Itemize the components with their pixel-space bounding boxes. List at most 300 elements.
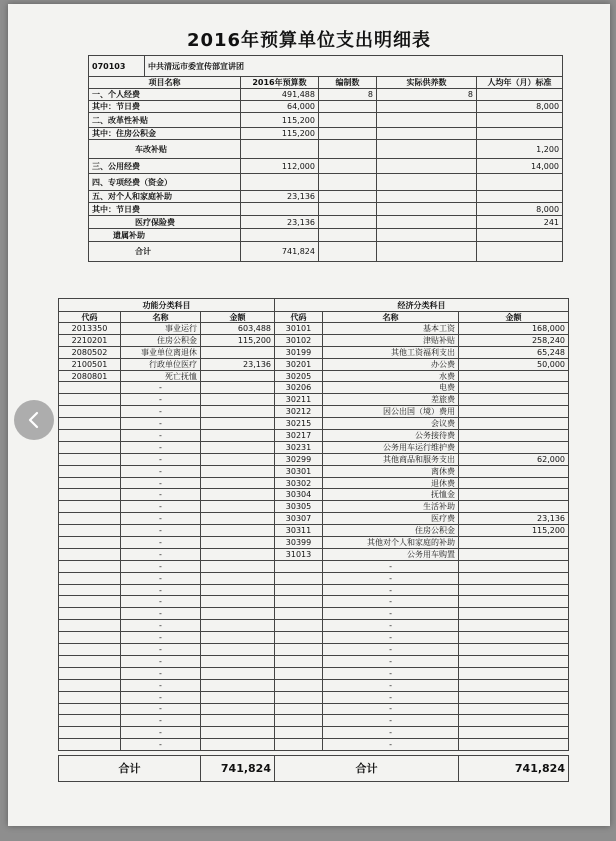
- economic-name: 电费: [323, 382, 459, 394]
- functional-amount: [201, 608, 275, 620]
- detail-row: [59, 430, 569, 442]
- economic-code: 30299: [275, 453, 323, 465]
- total-row: [59, 756, 569, 782]
- economic-amount: [459, 382, 569, 394]
- summary-staff: 8: [319, 89, 377, 101]
- summary-row: [89, 203, 563, 216]
- economic-name: -: [323, 644, 459, 656]
- economic-name: -: [323, 584, 459, 596]
- economic-amount: [459, 691, 569, 703]
- summary-staff: [319, 140, 377, 159]
- functional-name: 行政单位医疗: [121, 358, 201, 370]
- summary-staff: [319, 174, 377, 191]
- functional-amount: [201, 477, 275, 489]
- economic-amount: [459, 596, 569, 608]
- economic-code: 31013: [275, 548, 323, 560]
- detail-row: [59, 655, 569, 667]
- summary-budget: 23,136: [241, 191, 319, 203]
- economic-name: 差旅费: [323, 394, 459, 406]
- economic-amount: [459, 501, 569, 513]
- functional-amount: [201, 739, 275, 751]
- economic-amount: [459, 477, 569, 489]
- summary-row: [89, 101, 563, 113]
- economic-name: -: [323, 655, 459, 667]
- economic-code: [275, 679, 323, 691]
- functional-code: [59, 441, 121, 453]
- functional-name: -: [121, 679, 201, 691]
- summary-actual: [377, 174, 477, 191]
- detail-row: [59, 418, 569, 430]
- summary-standard: [477, 89, 563, 101]
- economic-amount: 50,000: [459, 358, 569, 370]
- functional-code: [59, 703, 121, 715]
- economic-code: 30205: [275, 370, 323, 382]
- functional-code: [59, 727, 121, 739]
- functional-code: [59, 584, 121, 596]
- economic-code: [275, 715, 323, 727]
- functional-name: 事业单位离退休: [121, 346, 201, 358]
- functional-code: 2080502: [59, 346, 121, 358]
- summary-item-name: 其中：节日费: [89, 203, 241, 216]
- detail-row: [59, 548, 569, 560]
- economic-amount: [459, 548, 569, 560]
- economic-name: 办公费: [323, 358, 459, 370]
- economic-code: [275, 691, 323, 703]
- summary-standard: [477, 113, 563, 128]
- summary-item-name: 遗属补助: [89, 229, 241, 242]
- summary-budget: [241, 140, 319, 159]
- summary-staff: [319, 159, 377, 174]
- functional-name: -: [121, 525, 201, 537]
- economic-code: 30311: [275, 525, 323, 537]
- detail-row: [59, 596, 569, 608]
- functional-amount: [201, 715, 275, 727]
- detail-row: [59, 394, 569, 406]
- economic-amount: 65,248: [459, 346, 569, 358]
- functional-amount: [201, 596, 275, 608]
- summary-standard: [477, 229, 563, 242]
- functional-code: [59, 489, 121, 501]
- economic-code: [275, 584, 323, 596]
- summary-row: [89, 191, 563, 203]
- functional-code: [59, 418, 121, 430]
- economic-code: 30217: [275, 430, 323, 442]
- detail-row: [59, 358, 569, 370]
- summary-actual: [377, 203, 477, 216]
- economic-code: [275, 727, 323, 739]
- total-label-right: 合计: [275, 756, 459, 782]
- detail-row: [59, 346, 569, 358]
- functional-amount: [201, 370, 275, 382]
- summary-standard: [477, 128, 563, 140]
- summary-item-name: 五、对个人和家庭补助: [89, 191, 241, 203]
- economic-amount: [459, 715, 569, 727]
- functional-amount: [201, 406, 275, 418]
- detail-row: [59, 334, 569, 346]
- functional-amount: [201, 430, 275, 442]
- economic-name: -: [323, 560, 459, 572]
- detail-row: [59, 632, 569, 644]
- functional-name: 死亡抚恤: [121, 370, 201, 382]
- summary-staff: [319, 242, 377, 262]
- economic-code: 30302: [275, 477, 323, 489]
- summary-budget: [241, 229, 319, 242]
- functional-name: -: [121, 655, 201, 667]
- summary-standard: 241: [477, 216, 563, 229]
- summary-actual: [377, 128, 477, 140]
- detail-row: [59, 739, 569, 751]
- economic-amount: [459, 655, 569, 667]
- summary-staff: [319, 191, 377, 203]
- functional-name: -: [121, 715, 201, 727]
- economic-name: 住房公积金: [323, 525, 459, 537]
- summary-row: [89, 174, 563, 191]
- economic-amount: 168,000: [459, 323, 569, 335]
- economic-code: [275, 739, 323, 751]
- summary-budget: [241, 203, 319, 216]
- detail-row: [59, 572, 569, 584]
- economic-amount: [459, 739, 569, 751]
- functional-amount: [201, 560, 275, 572]
- economic-code: 30305: [275, 501, 323, 513]
- detail-row: [59, 620, 569, 632]
- economic-code: 30304: [275, 489, 323, 501]
- functional-name: -: [121, 441, 201, 453]
- functional-code: 2100501: [59, 358, 121, 370]
- detail-row: [59, 667, 569, 679]
- detail-row: [59, 679, 569, 691]
- economic-amount: [459, 584, 569, 596]
- summary-staff: [319, 229, 377, 242]
- detail-row: [59, 525, 569, 537]
- unit-code: 070103: [89, 56, 145, 77]
- economic-amount: [459, 644, 569, 656]
- functional-code: [59, 620, 121, 632]
- economic-amount: [459, 560, 569, 572]
- economic-amount: [459, 394, 569, 406]
- chevron-left-icon: [27, 411, 41, 429]
- summary-actual: [377, 229, 477, 242]
- summary-standard: 1,200: [477, 140, 563, 159]
- functional-amount: [201, 525, 275, 537]
- economic-code: 30201: [275, 358, 323, 370]
- economic-amount: [459, 537, 569, 549]
- economic-code: 30206: [275, 382, 323, 394]
- economic-name: 公务接待费: [323, 430, 459, 442]
- functional-name: -: [121, 560, 201, 572]
- functional-amount: 115,200: [201, 334, 275, 346]
- summary-item-name: 四、专项经费（资金）: [89, 174, 241, 191]
- detail-row: [59, 644, 569, 656]
- functional-amount: [201, 453, 275, 465]
- economic-title: 经济分类科目: [275, 299, 569, 312]
- functional-name: -: [121, 406, 201, 418]
- economic-amount: 62,000: [459, 453, 569, 465]
- summary-item-name: 医疗保险费: [89, 216, 241, 229]
- functional-code: [59, 537, 121, 549]
- economic-name: -: [323, 596, 459, 608]
- functional-code: [59, 560, 121, 572]
- prev-page-button[interactable]: [14, 400, 54, 440]
- functional-code: [59, 525, 121, 537]
- functional-amount: [201, 489, 275, 501]
- economic-amount: [459, 632, 569, 644]
- economic-code: [275, 608, 323, 620]
- economic-name: 津贴补贴: [323, 334, 459, 346]
- summary-row: [89, 216, 563, 229]
- economic-name: 公务用车运行维护费: [323, 441, 459, 453]
- economic-name: -: [323, 620, 459, 632]
- summary-standard: 8,000: [477, 203, 563, 216]
- functional-code: [59, 679, 121, 691]
- functional-amount: [201, 691, 275, 703]
- detail-row: [59, 441, 569, 453]
- detail-header: 金额: [459, 312, 569, 323]
- summary-header-row: [89, 77, 563, 89]
- economic-name: -: [323, 703, 459, 715]
- functional-code: 2080801: [59, 370, 121, 382]
- functional-name: -: [121, 548, 201, 560]
- summary-item-name: 车改补贴: [89, 140, 241, 159]
- unit-row: [89, 56, 563, 77]
- economic-amount: [459, 489, 569, 501]
- detail-row: [59, 691, 569, 703]
- detail-row: [59, 453, 569, 465]
- detail-row: [59, 406, 569, 418]
- functional-name: -: [121, 430, 201, 442]
- economic-code: [275, 703, 323, 715]
- functional-name: -: [121, 596, 201, 608]
- summary-budget: 115,200: [241, 128, 319, 140]
- detail-row: [59, 537, 569, 549]
- economic-name: 医疗费: [323, 513, 459, 525]
- functional-amount: [201, 548, 275, 560]
- summary-staff: [319, 128, 377, 140]
- functional-amount: [201, 382, 275, 394]
- economic-amount: [459, 430, 569, 442]
- economic-name: -: [323, 679, 459, 691]
- detail-section-row: [59, 299, 569, 312]
- functional-amount: [201, 679, 275, 691]
- functional-code: [59, 501, 121, 513]
- summary-standard: [477, 242, 563, 262]
- detail-header: 名称: [323, 312, 459, 323]
- summary-actual: [377, 242, 477, 262]
- functional-name: -: [121, 501, 201, 513]
- functional-name: -: [121, 489, 201, 501]
- functional-code: [59, 548, 121, 560]
- functional-amount: [201, 441, 275, 453]
- functional-code: 2210201: [59, 334, 121, 346]
- functional-name: -: [121, 584, 201, 596]
- functional-amount: [201, 501, 275, 513]
- economic-amount: [459, 679, 569, 691]
- detail-row: [59, 370, 569, 382]
- summary-row: [89, 89, 563, 101]
- economic-amount: [459, 370, 569, 382]
- summary-header: 项目名称: [89, 77, 241, 89]
- detail-header: 代码: [275, 312, 323, 323]
- functional-code: [59, 477, 121, 489]
- economic-code: [275, 620, 323, 632]
- detail-row: [59, 715, 569, 727]
- economic-name: 公务用车购置: [323, 548, 459, 560]
- functional-name: -: [121, 608, 201, 620]
- functional-name: -: [121, 572, 201, 584]
- document-page: [8, 4, 610, 826]
- functional-name: -: [121, 644, 201, 656]
- economic-name: -: [323, 739, 459, 751]
- detail-row: [59, 501, 569, 513]
- summary-actual: 8: [377, 89, 477, 101]
- economic-amount: [459, 703, 569, 715]
- functional-amount: [201, 346, 275, 358]
- functional-name: -: [121, 394, 201, 406]
- economic-code: 30101: [275, 323, 323, 335]
- functional-code: [59, 715, 121, 727]
- summary-budget: 64,000: [241, 101, 319, 113]
- functional-amount: [201, 632, 275, 644]
- functional-name: -: [121, 703, 201, 715]
- economic-code: 30301: [275, 465, 323, 477]
- functional-name: -: [121, 513, 201, 525]
- summary-staff: [319, 113, 377, 128]
- summary-standard: 14,000: [477, 159, 563, 174]
- functional-code: [59, 691, 121, 703]
- detail-header: 金额: [201, 312, 275, 323]
- economic-code: 30212: [275, 406, 323, 418]
- summary-staff: [319, 101, 377, 113]
- functional-code: [59, 667, 121, 679]
- functional-amount: 23,136: [201, 358, 275, 370]
- summary-budget: 491,488: [241, 89, 319, 101]
- summary-item-name: 一、个人经费: [89, 89, 241, 101]
- functional-code: [59, 465, 121, 477]
- summary-budget: [241, 174, 319, 191]
- functional-code: [59, 572, 121, 584]
- economic-name: 会议费: [323, 418, 459, 430]
- functional-name: 事业运行: [121, 323, 201, 335]
- total-label-left: 合计: [59, 756, 201, 782]
- economic-amount: 258,240: [459, 334, 569, 346]
- economic-amount: [459, 667, 569, 679]
- economic-code: [275, 596, 323, 608]
- functional-code: [59, 394, 121, 406]
- economic-code: 30215: [275, 418, 323, 430]
- economic-name: 其他商品和服务支出: [323, 453, 459, 465]
- functional-code: [59, 453, 121, 465]
- summary-row: [89, 159, 563, 174]
- economic-code: [275, 644, 323, 656]
- economic-name: 其他对个人和家庭的补助: [323, 537, 459, 549]
- economic-name: -: [323, 632, 459, 644]
- summary-item-name: 其中：住房公积金: [89, 128, 241, 140]
- detail-row: [59, 489, 569, 501]
- economic-name: 离休费: [323, 465, 459, 477]
- summary-row: [89, 113, 563, 128]
- functional-code: [59, 406, 121, 418]
- unit-name: 中共清远市委宣传部宣讲团: [145, 56, 563, 77]
- summary-standard: [477, 191, 563, 203]
- functional-amount: [201, 394, 275, 406]
- economic-code: 30211: [275, 394, 323, 406]
- functional-name: -: [121, 537, 201, 549]
- functional-name: -: [121, 667, 201, 679]
- functional-amount: [201, 584, 275, 596]
- summary-budget: 112,000: [241, 159, 319, 174]
- functional-code: [59, 513, 121, 525]
- detail-header: 代码: [59, 312, 121, 323]
- summary-row: [89, 229, 563, 242]
- summary-actual: [377, 140, 477, 159]
- economic-name: 基本工资: [323, 323, 459, 335]
- economic-name: 退休费: [323, 477, 459, 489]
- functional-code: [59, 655, 121, 667]
- functional-name: -: [121, 739, 201, 751]
- economic-amount: [459, 727, 569, 739]
- functional-amount: [201, 513, 275, 525]
- economic-name: 抚恤金: [323, 489, 459, 501]
- economic-amount: [459, 418, 569, 430]
- summary-item-name: 三、公用经费: [89, 159, 241, 174]
- summary-header: 实际供养数: [377, 77, 477, 89]
- summary-table: [88, 55, 563, 262]
- economic-amount: [459, 608, 569, 620]
- economic-code: [275, 667, 323, 679]
- detail-row: [59, 560, 569, 572]
- functional-amount: [201, 465, 275, 477]
- functional-amount: [201, 418, 275, 430]
- functional-amount: [201, 667, 275, 679]
- economic-name: -: [323, 572, 459, 584]
- summary-budget: 23,136: [241, 216, 319, 229]
- functional-name: 住房公积金: [121, 334, 201, 346]
- functional-name: -: [121, 632, 201, 644]
- economic-code: 30199: [275, 346, 323, 358]
- functional-code: [59, 644, 121, 656]
- functional-name: -: [121, 382, 201, 394]
- summary-header: 2016年预算数: [241, 77, 319, 89]
- summary-actual: [377, 216, 477, 229]
- economic-code: [275, 572, 323, 584]
- detail-header-row: [59, 312, 569, 323]
- summary-row: [89, 128, 563, 140]
- functional-amount: [201, 727, 275, 739]
- page-title: 2016年预算单位支出明细表: [186, 30, 432, 51]
- economic-name: 因公出国（境）费用: [323, 406, 459, 418]
- summary-row: [89, 140, 563, 159]
- functional-name: -: [121, 691, 201, 703]
- detail-row: [59, 703, 569, 715]
- economic-amount: [459, 465, 569, 477]
- economic-name: -: [323, 727, 459, 739]
- total-right: 741,824: [459, 756, 569, 782]
- functional-name: -: [121, 727, 201, 739]
- economic-code: 30399: [275, 537, 323, 549]
- economic-code: 30231: [275, 441, 323, 453]
- functional-code: [59, 430, 121, 442]
- functional-code: [59, 739, 121, 751]
- economic-code: [275, 632, 323, 644]
- functional-name: -: [121, 477, 201, 489]
- functional-amount: [201, 703, 275, 715]
- functional-code: 2013350: [59, 323, 121, 335]
- functional-title: 功能分类科目: [59, 299, 275, 312]
- functional-amount: [201, 620, 275, 632]
- summary-actual: [377, 159, 477, 174]
- summary-header: 编制数: [319, 77, 377, 89]
- economic-name: -: [323, 608, 459, 620]
